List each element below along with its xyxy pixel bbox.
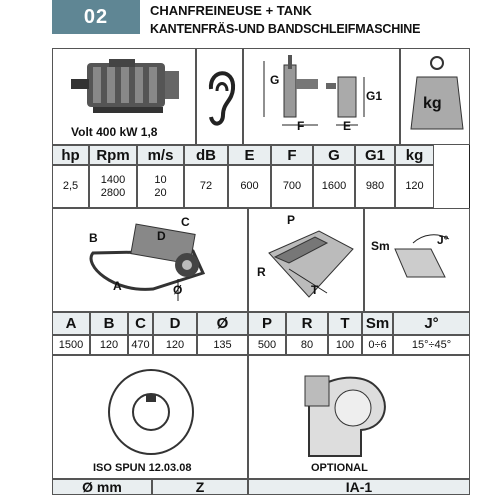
specs1-value-5: 700 [271,165,313,208]
bottom-label-model: IA-1 [248,479,470,495]
specs2-header-1: B [90,312,128,335]
specs2-header-5: P [248,312,286,335]
specs1-value-4: 600 [228,165,271,208]
noise-panel [196,48,243,145]
specs1-header-7: G1 [355,145,395,165]
specs1-header-8: kg [395,145,434,165]
specs2-header-6: R [286,312,328,335]
specs1-header-0: hp [52,145,89,165]
motor-panel [52,48,196,145]
specs1-header-2: m/s [137,145,184,165]
chamfer-label-t: T [311,283,319,297]
specs2-header-8: Sm [362,312,393,335]
belt-sander-diagram [53,209,249,313]
specs1-value-7: 980 [355,165,395,208]
specs2-header-7: T [328,312,362,335]
specs1-value-0: 2,5 [52,165,89,208]
specs1-header-1: Rpm [89,145,137,165]
chamfer-label-p: P [287,213,296,227]
spindle-panel [52,355,248,479]
angle-label-j: J° [437,233,449,247]
specs1-header-4: E [228,145,271,165]
dim-label-f: F [297,119,305,133]
specs2-value-7: 100 [328,335,362,355]
dim-label-g1: G1 [366,89,383,103]
dimensions-panel [243,48,400,145]
dim-label-g: G [270,73,280,87]
specs1-value-1: 1400 2800 [89,165,137,208]
specs1-header-6: G [313,145,355,165]
belt-label-d: D [157,229,166,243]
belt-label-a: A [113,279,122,293]
angle-label-sm: Sm [371,239,390,253]
title-german: KANTENFRÄS-UND BANDSCHLEIFMASCHINE [150,22,421,36]
specs1-value-8: 120 [395,165,434,208]
bottom-label-diameter: Ø mm [52,479,152,495]
belt-panel [52,208,248,312]
specs2-value-5: 500 [248,335,286,355]
spindle-caption: ISO SPUN 12.03.08 [93,462,192,474]
fan-caption: OPTIONAL [311,462,368,474]
specs2-header-2: C [128,312,153,335]
bottom-label-z: Z [152,479,248,495]
ear-icon [197,49,244,146]
specs1-value-6: 1600 [313,165,355,208]
specs2-header-0: A [52,312,90,335]
belt-label-diameter: Ø [173,283,183,297]
specs2-value-2: 470 [128,335,153,355]
belt-label-b: B [89,231,98,245]
motor-caption: Volt 400 kW 1,8 [71,125,158,139]
specs2-value-0: 1500 [52,335,90,355]
specs2-value-6: 80 [286,335,328,355]
dim-label-e: E [343,119,352,133]
model-badge: 02 [52,0,140,34]
belt-label-c: C [181,215,190,229]
specs1-value-3: 72 [184,165,228,208]
title-french: CHANFREINEUSE + TANK [150,3,312,18]
chamfer-panel [248,208,364,312]
specs2-value-1: 120 [90,335,128,355]
weight-panel [400,48,470,145]
chamfer-label-r: R [257,265,266,279]
specs2-value-9: 15°÷45° [393,335,470,355]
specs2-header-9: J° [393,312,470,335]
chamfer-diagram [249,209,365,313]
specs2-header-3: D [153,312,197,335]
angle-diagram [365,209,471,313]
weight-unit: kg [423,95,442,112]
specs2-header-4: Ø [197,312,248,335]
fan-panel [248,355,470,479]
specs2-value-8: 0÷6 [362,335,393,355]
angle-panel [364,208,470,312]
specs2-value-4: 135 [197,335,248,355]
specs1-header-5: F [271,145,313,165]
header [52,0,473,44]
specs1-value-2: 10 20 [137,165,184,208]
specs2-value-3: 120 [153,335,197,355]
specs1-header-3: dB [184,145,228,165]
